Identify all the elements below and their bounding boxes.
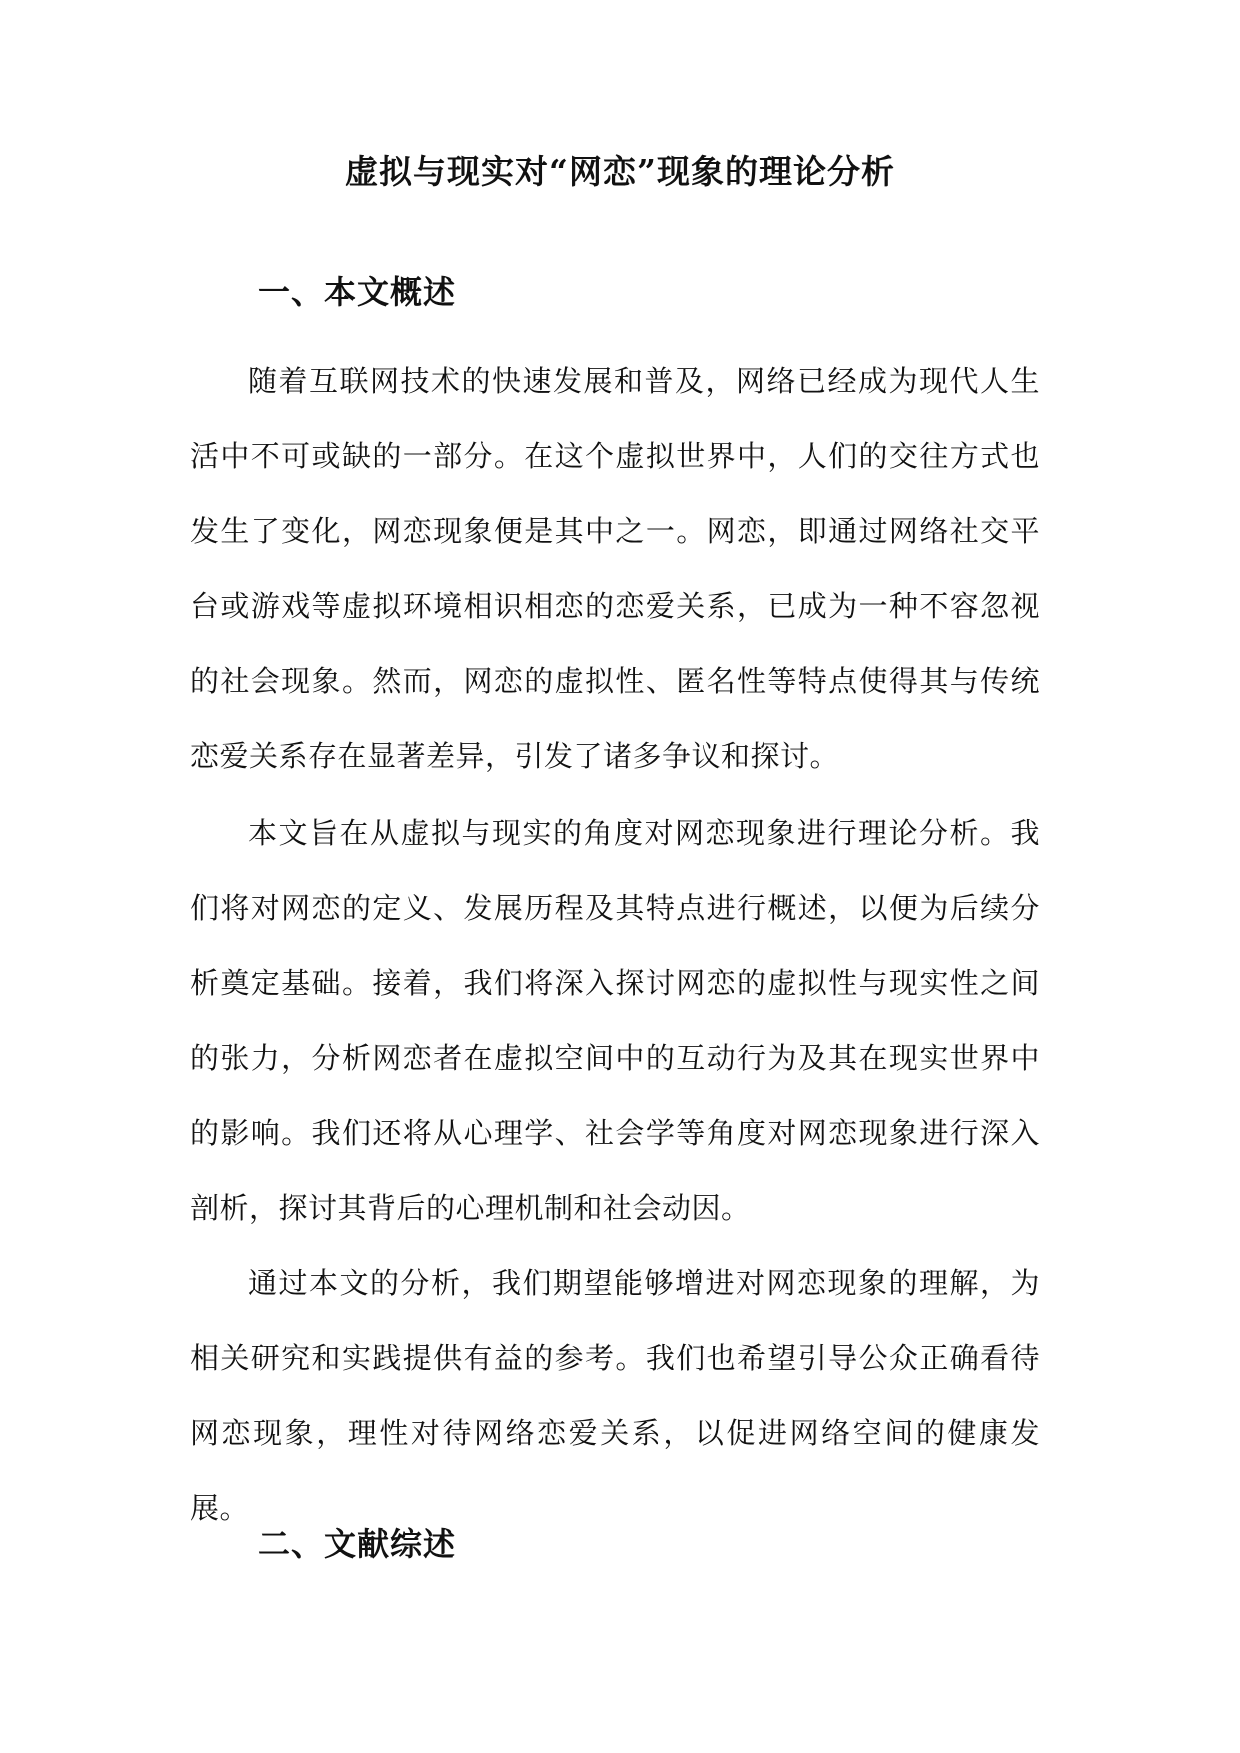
- section-heading-literature-review: 二、文献综述: [258, 1525, 457, 1563]
- document-title: 虚拟与现实对“网恋”现象的理论分析: [345, 152, 895, 191]
- overview-paragraph-1: 随着互联网技术的快速发展和普及，网络已经成为现代人生活中不可或缺的一部分。在这个虚拟世界中，人们的交往方式也发生了变化，网恋现象便是其中之一。网恋，即通过网络社交平台或游戏等虚拟环境相识相恋的恋爱关系，已成为一种不容忽视的社会现象。然而，网恋的虚拟性、匿名性等特点使得其与传统恋爱关系存在显著差异，引发了诸多争议和探讨。: [190, 364, 1040, 773]
- section-heading-overview: 一、本文概述: [258, 273, 457, 311]
- overview-paragraph-2: 本文旨在从虚拟与现实的角度对网恋现象进行理论分析。我们将对网恋的定义、发展历程及其特点进行概述，以便为后续分析奠定基础。接着，我们将深入探讨网恋的虚拟性与现实性之间的张力，分析网恋者在虚拟空间中的互动行为及其在现实世界中的影响。我们还将从心理学、社会学等角度对网恋现象进行深入剖析，探讨其背后的心理机制和社会动因。: [190, 816, 1040, 1225]
- overview-paragraph-3: 通过本文的分析，我们期望能够增进对网恋现象的理解，为相关研究和实践提供有益的参考。我们也希望引导公众正确看待网恋现象，理性对待网络恋爱关系，以促进网络空间的健康发展。: [190, 1266, 1040, 1525]
